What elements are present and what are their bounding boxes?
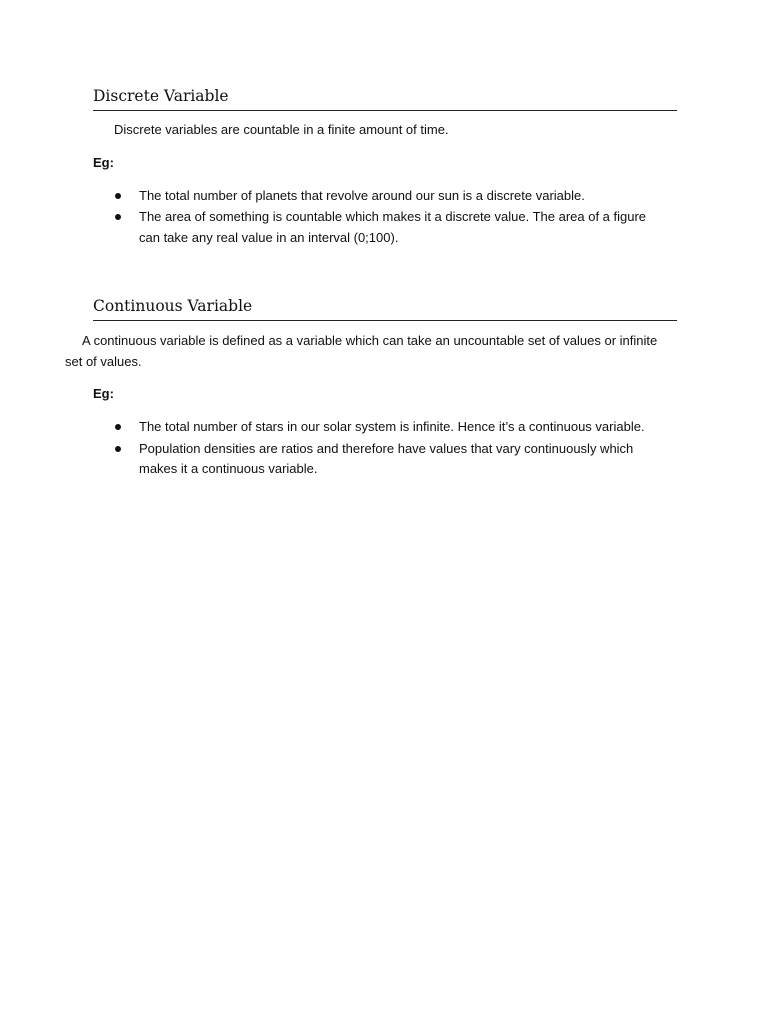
- list-item-text: The total number of planets that revolve around our sun is a discrete variable.: [139, 187, 585, 203]
- example-list: [93, 186, 677, 249]
- list-item: [93, 186, 659, 207]
- example-list: [93, 417, 677, 480]
- section-intro: A continuous variable is defined as a variable which can take an uncountable set of values or infinite set of values.: [65, 333, 658, 369]
- example-label: Eg:: [93, 386, 114, 401]
- list-item-text: Population densities are ratios and therefore have values that vary continuously which makes it a continuous variable.: [139, 440, 634, 476]
- list-item-text: The area of something is countable which makes it a discrete value. The area of a figure can take any real value in an interval (0;100).: [139, 209, 647, 245]
- section-discrete-variable: [93, 86, 677, 249]
- bullet-icon: [115, 446, 121, 452]
- example-label: Eg:: [93, 154, 114, 170]
- section-continuous-variable: [65, 296, 677, 481]
- list-item: [93, 207, 659, 248]
- bullet-icon: [115, 193, 121, 199]
- bullet-icon: [115, 214, 121, 220]
- list-item: [93, 417, 659, 438]
- section-heading: Discrete Variable: [93, 86, 677, 111]
- section-intro: Discrete variables are countable in a finite amount of time.: [114, 122, 449, 137]
- section-heading: Continuous Variable: [93, 296, 677, 321]
- list-item: [93, 439, 659, 480]
- list-item-text: The total number of stars in our solar system is infinite. Hence it’s a continuous variable.: [139, 419, 645, 434]
- bullet-icon: [115, 424, 121, 430]
